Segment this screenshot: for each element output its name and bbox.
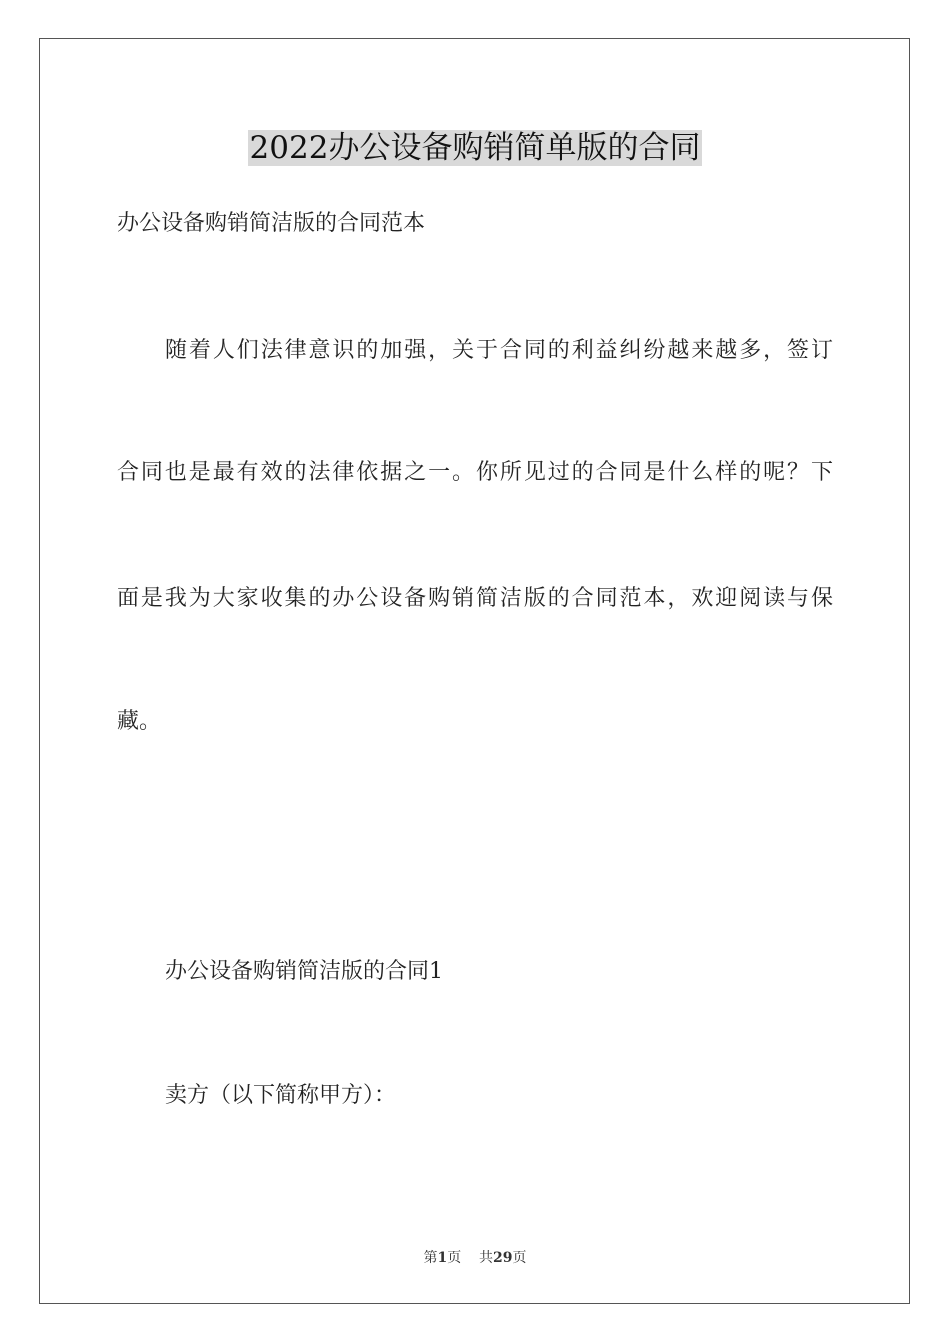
- document-title: [0, 126, 950, 170]
- section-heading: 办公设备购销简洁版的合同1: [165, 959, 443, 984]
- document-title-text: 2022办公设备购销简单版的合同: [249, 130, 701, 166]
- intro-line-3: 面是我为大家收集的办公设备购销简洁版的合同范本，欢迎阅读与保: [117, 586, 833, 611]
- page-footer: [0, 1248, 950, 1268]
- total-prefix: 共: [479, 1250, 494, 1266]
- seller-line: 卖方（以下简称甲方）：: [165, 1083, 397, 1108]
- intro-line-2: 合同也是最有效的法律依据之一。你所见过的合同是什么样的呢？下: [117, 460, 833, 485]
- page-suffix: 页: [447, 1250, 462, 1266]
- page-number: 1: [437, 1250, 448, 1266]
- document-subtitle: 办公设备购销简洁版的合同范本: [117, 211, 426, 236]
- total-pages: 29: [493, 1250, 513, 1266]
- intro-line-4: 藏。: [117, 709, 162, 734]
- total-suffix: 页: [512, 1250, 527, 1266]
- page-prefix: 第: [423, 1250, 438, 1266]
- intro-line-1: 随着人们法律意识的加强，关于合同的利益纠纷越来越多，签订: [165, 338, 833, 363]
